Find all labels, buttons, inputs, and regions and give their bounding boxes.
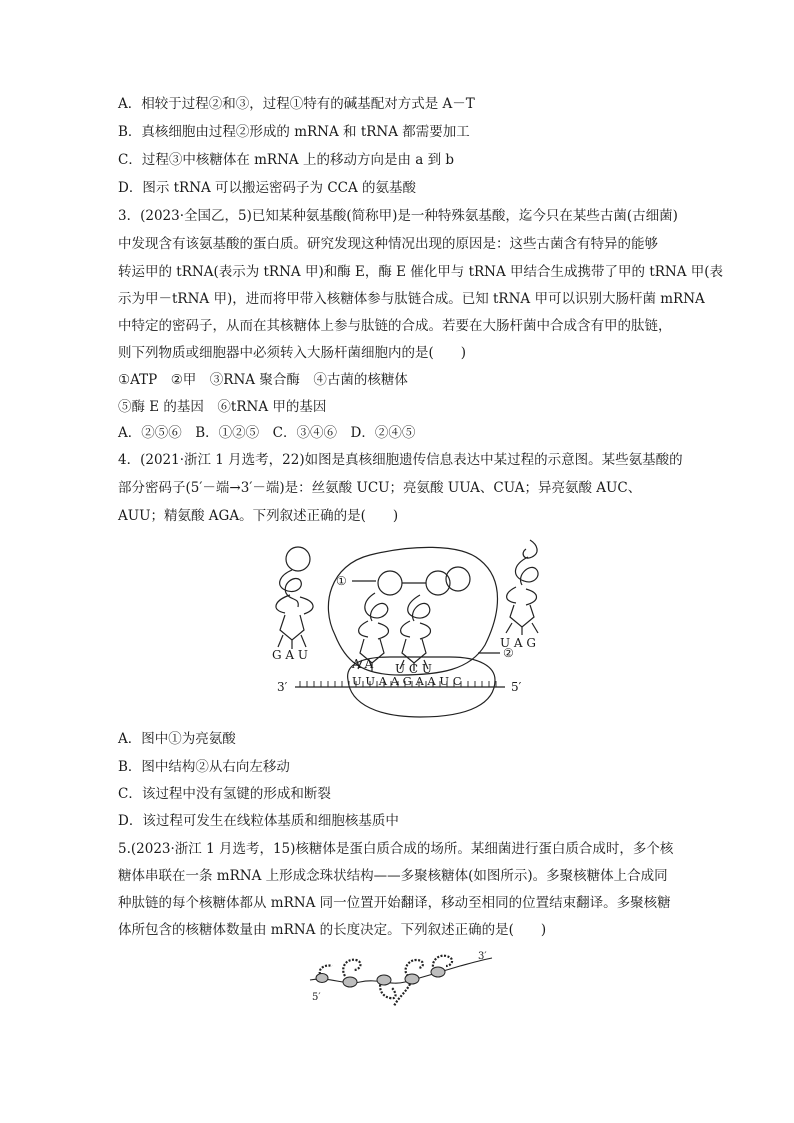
q5-stem-line: 体所包含的核糖体数量由 mRNA 的长度决定。下列叙述正确的是( ) (118, 922, 547, 938)
polysome-5-end: 5′ (312, 992, 321, 1003)
left-trna-anticodon: G A U (272, 648, 308, 662)
polysome-3-end: 3′ (478, 951, 487, 962)
p-site-anticodon: A A (352, 657, 374, 671)
q5-stem-line: 糖体串联在一条 mRNA 上形成念珠状结构——多聚核糖体(如图所示)。多聚核糖体上合成同 (118, 868, 668, 884)
q3-stem-line: 示为甲－tRNA 甲)，进而将甲带入核糖体参与肽链合成。已知 tRNA 甲可以识别大肠杆菌 mRNA (118, 291, 705, 307)
q2-option-a: A．相较于过程②和③，过程①特有的碱基配对方式是 A－T (118, 96, 475, 112)
q3-stem-line: 3．(2023·全国乙，5)已知某种氨基酸(简称甲)是一种特殊氨基酸，迄今只在某些古菌(古细菌) (118, 208, 678, 224)
a-site-anticodon: U C U (395, 662, 433, 676)
q4-option-c: C．该过程中没有氢键的形成和断裂 (118, 786, 331, 802)
q4-option-d: D．该过程可发生在线粒体基质和细胞核基质中 (118, 813, 399, 829)
right-trna-anticodon: U A G (500, 636, 536, 650)
label-1: ① (336, 574, 347, 588)
q3-items-row-2: ⑤酶 E 的基因 ⑥tRNA 甲的基因 (118, 399, 327, 415)
mrna-3-end: 3′ (277, 680, 288, 694)
q2-option-c: C．过程③中核糖体在 mRNA 上的移动方向是由 a 到 b (118, 152, 455, 168)
mrna-5-end: 5′ (511, 680, 522, 694)
q5-stem-line: 种肽链的每个核糖体都从 mRNA 同一位置开始翻译，移动至相同的位置结束翻译。多聚核糖 (118, 895, 671, 911)
q3-options: A．②⑤⑥ B．①②⑤ C．③④⑥ D．②④⑤ (118, 425, 416, 441)
q4-stem-line: 部分密码子(5′－端→3′－端)是：丝氨酸 UCU；亮氨酸 UUA、CUA；异亮氨酸 AUC、 (118, 480, 642, 496)
q3-stem-line: 转运甲的 tRNA(表示为 tRNA 甲)和酶 E，酶 E 催化甲与 tRNA 甲结合生成携带了甲的 tRNA 甲(表 (118, 264, 724, 280)
q2-option-d: D．图示 tRNA 可以搬运密码子为 CCA 的氨基酸 (118, 180, 417, 196)
translation-diagram (0, 535, 794, 725)
q4-stem-line: AUU；精氨酸 AGA。下列叙述正确的是( ) (118, 508, 399, 524)
q3-stem-line: 中特定的密码子，从而在其核糖体上参与肽链的合成。若要在大肠杆菌中合成含有甲的肽链， (118, 318, 672, 334)
q4-stem-line: 4．(2021·浙江 1 月选考，22)如图是真核细胞遗传信息表达中某过程的示意图。某些氨基酸的 (118, 452, 683, 468)
q3-stem-line: 则下列物质或细胞器中必须转入大肠杆菌细胞内的是( ) (118, 345, 467, 361)
q5-stem-line: 5.(2023·浙江 1 月选考，15)核糖体是蛋白质合成的场所。某细菌进行蛋白质合成时，多个核 (118, 841, 674, 857)
q3-items-row-1: ①ATP ②甲 ③RNA 聚合酶 ④古菌的核糖体 (118, 372, 408, 388)
mrna-codons: U U A A G A A U C (352, 674, 462, 688)
q3-stem-line: 中发现含有该氨基酸的蛋白质。研究发现这种情况出现的原因是：这些古菌含有特异的能够 (118, 236, 658, 252)
q2-option-b: B．真核细胞由过程②形成的 mRNA 和 tRNA 都需要加工 (118, 124, 470, 140)
q4-option-b: B．图中结构②从右向左移动 (118, 759, 290, 775)
q4-option-a: A．图中①为亮氨酸 (118, 731, 236, 747)
polysome-diagram (0, 948, 794, 1018)
label-2: ② (503, 646, 514, 660)
